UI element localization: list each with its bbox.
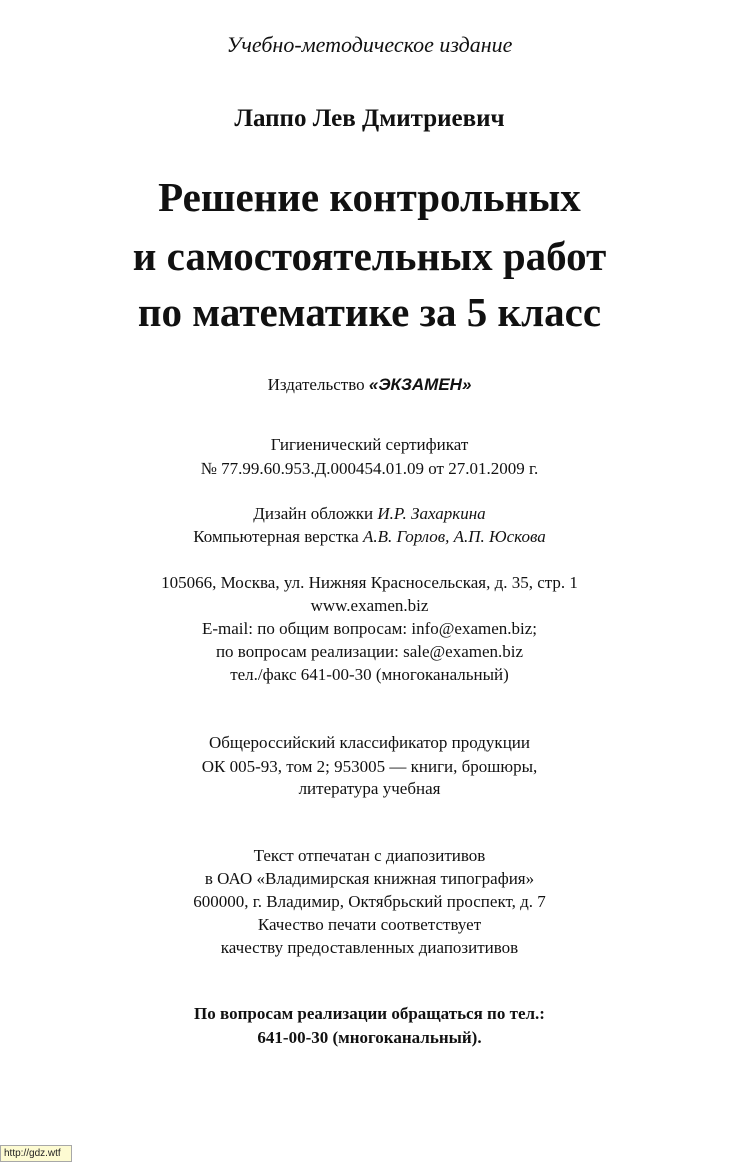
email-general-line: E-mail: по общим вопросам: info@examen.biz;	[201, 619, 538, 638]
printing-line-3: 600000, г. Владимир, Октябрьский проспект, д. 7	[193, 892, 546, 911]
address-line: 105066, Москва, ул. Нижняя Красносельская, д. 35, стр. 1	[161, 573, 578, 592]
sales-line-1: По вопросам реализации обращаться по тел.:	[194, 1004, 545, 1023]
source-watermark-link[interactable]: http://gdz.wtf	[0, 1145, 72, 1162]
cover-design-label: Дизайн обложки	[253, 504, 374, 523]
publisher-line	[0, 375, 739, 395]
printing-line-4: Качество печати соответствует	[257, 915, 482, 934]
sales-line-2: 641-00-30 (многоканальный).	[257, 1028, 482, 1047]
title-line-2: и самостоятельных работ	[132, 233, 607, 279]
printing-line-2: в ОАО «Владимирская книжная типография»	[204, 869, 535, 888]
classifier-line-2: ОК 005-93, том 2; 953005 — книги, брошюры,	[201, 757, 538, 776]
layout-label: Компьютерная верстка	[193, 527, 359, 546]
printing-line-1: Текст отпечатан с диапозитивов	[253, 846, 486, 865]
website-line: www.examen.biz	[310, 596, 429, 615]
title-line-1: Решение контрольных	[158, 174, 581, 220]
cover-design-name: И.Р. Захаркина	[377, 504, 486, 523]
layout-names: А.В. Горлов, А.П. Юскова	[362, 527, 546, 546]
classifier-line-3: литература учебная	[298, 779, 441, 798]
phone-fax-line: тел./факс 641-00-30 (многоканальный)	[230, 665, 509, 684]
printing-line-5: качеству предоставленных диапозитивов	[220, 938, 519, 957]
title-line-3: по математике за 5 класс	[137, 289, 602, 335]
certificate-number: № 77.99.60.953.Д.000454.01.09 от 27.01.2009 г.	[200, 459, 539, 478]
email-sales-line: по вопросам реализации: sale@examen.biz	[215, 642, 524, 661]
edition-type: Учебно-методическое издание	[226, 32, 513, 57]
classifier-line-1: Общероссийский классификатор продукции	[209, 733, 530, 752]
cover-design-credit	[0, 504, 739, 524]
publisher-label: Издательство	[267, 375, 365, 394]
publisher-name: «ЭКЗАМЕН»	[368, 375, 472, 394]
author-name: Лаппо Лев Дмитриевич	[234, 105, 505, 132]
certificate-label: Гигиенический сертификат	[270, 435, 469, 454]
layout-credit	[0, 527, 739, 547]
